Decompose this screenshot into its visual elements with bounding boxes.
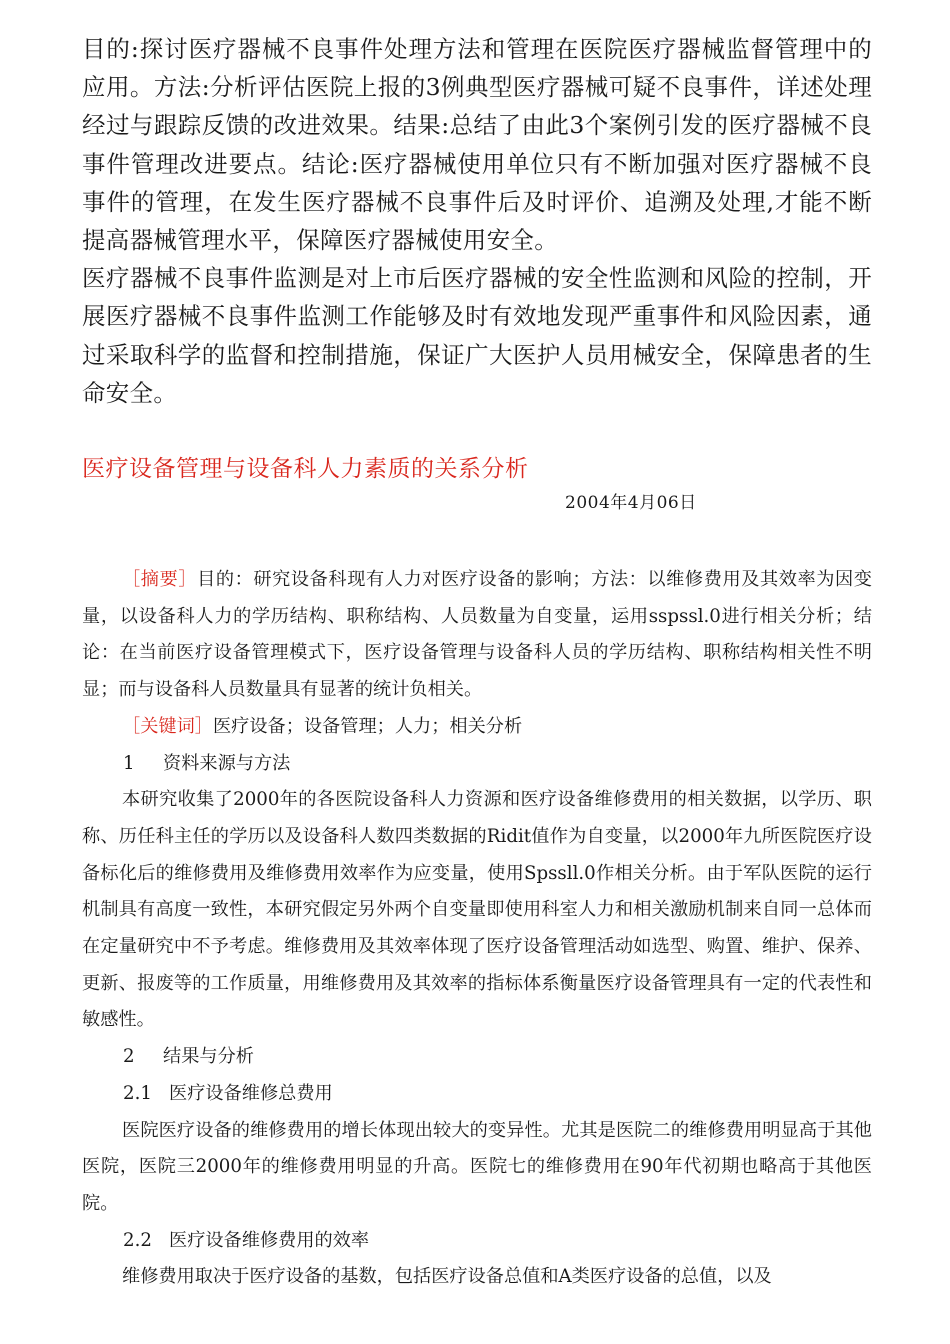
abstract-paragraph: [82, 562, 872, 709]
section-1-number: 1: [123, 752, 135, 774]
article-body: [82, 562, 872, 1296]
section-2-1-title: 医疗设备维修总费用: [169, 1082, 333, 1104]
document-page: [82, 0, 872, 1296]
abstract-label: ［摘要］: [122, 569, 198, 591]
section-2-2-paragraph: 维修费用取决于医疗设备的基数，包括医疗设备总值和A类医疗设备的总值，以及: [122, 1266, 772, 1288]
section-2-title: 结果与分析: [163, 1046, 254, 1068]
section-2-1-paragraph: 医院医疗设备的维修费用的增长体现出较大的变异性。尤其是医院二的维修费用明显高于其他医院，医院三2000年的维修费用明显的升高。医院七的维修费用在90年代初期也略高于其他医院。: [82, 1119, 872, 1214]
keywords-text: 医疗设备；设备管理；人力；相关分析: [212, 715, 523, 737]
section-2-heading: [82, 1039, 872, 1076]
intro-paragraph-1: 目的:探讨医疗器械不良事件处理方法和管理在医院医疗器械监督管理中的应用。方法:分析评估医院上报的3例典型医疗器械可疑不良事件，详述处理经过与跟踪反馈的改进效果。结果:总结了由此3个案例引发的医疗器械不良事件管理改进要点。结论:医疗器械使用单位只有不断加强对医疗器械不良事件的管理，在发生医疗器械不良事件后及时评价、追溯及处理,才能不断提高器械管理水平，保障医疗器械使用安全。: [82, 35, 872, 255]
section-1-title: 资料来源与方法: [163, 752, 291, 774]
keywords-paragraph: [82, 709, 872, 746]
section-2-number: 2: [123, 1046, 135, 1068]
section-2-1-number: 2.1: [123, 1082, 152, 1104]
section-1-heading: [82, 746, 872, 783]
intro-paragraph-2: 医疗器械不良事件监测是对上市后医疗器械的安全性监测和风险的控制，开展医疗器械不良事件监测工作能够及时有效地发现严重事件和风险因素，通过采取科学的监督和控制措施，保证广大医护人员用械安全，保障患者的生命安全。: [82, 264, 872, 407]
article-title: 医疗设备管理与设备科人力素质的关系分析: [82, 456, 529, 483]
keywords-label: ［关键词］: [122, 715, 213, 737]
section-2-2-number: 2.2: [123, 1229, 152, 1251]
section-2-2-heading: [82, 1223, 872, 1260]
article-date: 2004年4月06日: [565, 493, 697, 514]
section-2-1-heading: [82, 1076, 872, 1113]
section-1-paragraph: 本研究收集了2000年的各医院设备科人力资源和医疗设备维修费用的相关数据，以学历、职称、历任科主任的学历以及设备科人数四类数据的Ridit值作为自变量，以2000年九所医院医疗设备标化后的维修费用及维修费用效率作为应变量，使用Spssll.0作相关分析。由于军队医院的运行机制具有高度一致性，本研究假定另外两个自变量即使用科室人力和相关激励机制来自同一总体而在定量研究中不予考虑。维修费用及其效率体现了医疗设备管理活动如选型、购置、维护、保养、更新、报废等的工作质量，用维修费用及其效率的指标体系衡量医疗设备管理具有一定的代表性和敏感性。: [82, 789, 872, 1031]
abstract-text: 目的：研究设备科现有人力对医疗设备的影响；方法：以维修费用及其效率为因变量，以设备科人力的学历结构、职称结构、人员数量为自变量，运用sspssl.0进行相关分析；结论：在当前医疗设备管理模式下，医疗设备管理与设备科人员的学历结构、职称结构相关性不明显；而与设备科人员数量具有显著的统计负相关。: [82, 569, 872, 701]
section-2-2-title: 医疗设备维修费用的效率: [169, 1229, 370, 1251]
